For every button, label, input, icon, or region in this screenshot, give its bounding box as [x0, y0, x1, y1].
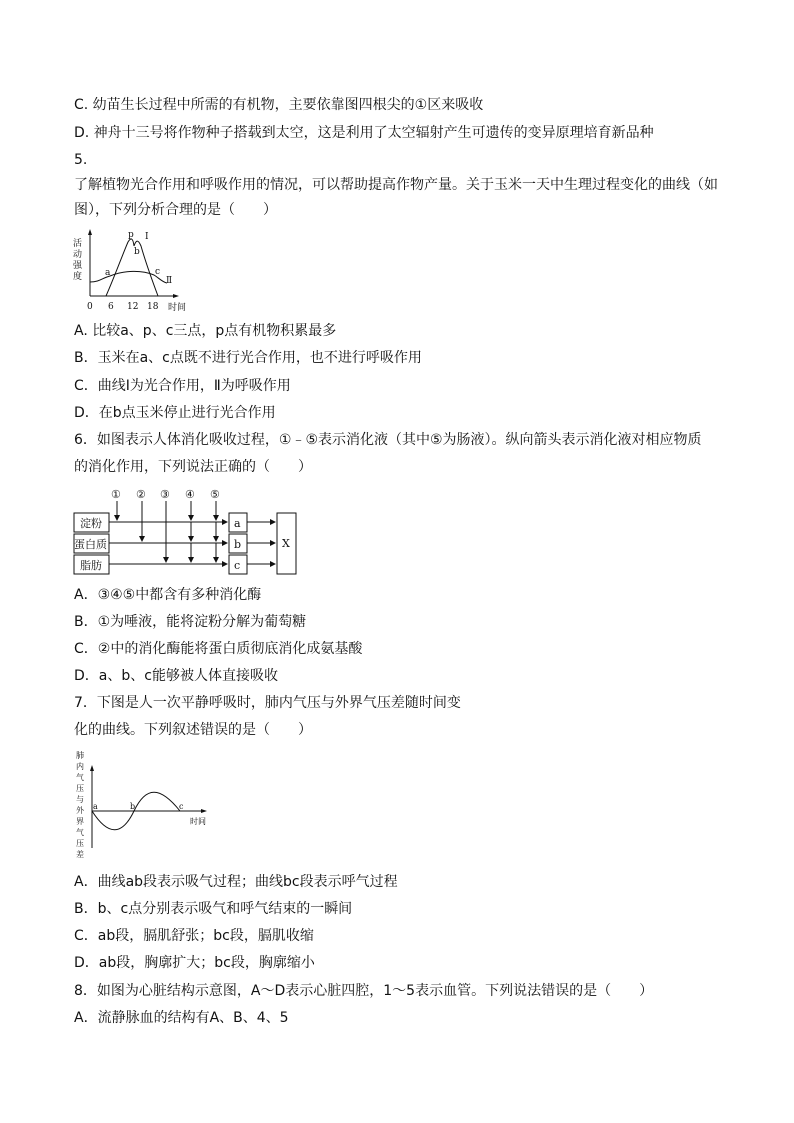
fig1-label-p: p [128, 230, 134, 240]
q7-stem-2: 化的曲线。下列叙述错误的是（ ） [74, 722, 312, 738]
fig3-ylabel-2: 内 [76, 762, 84, 771]
label-fat: 脂肪 [80, 559, 102, 572]
q6-stem-2: 的消化作用，下列说法正确的（ ） [74, 459, 312, 475]
label-starch: 淀粉 [80, 517, 102, 530]
q4-option-c: C. 幼苗生长过程中所需的有机物，主要依靠图四根尖的①区来吸收 [74, 97, 484, 113]
label-a: a [234, 517, 241, 530]
fig3-point-a: a [93, 802, 98, 811]
q5-option-c: C．曲线Ⅰ为光合作用，Ⅱ为呼吸作用 [74, 378, 291, 394]
q7-option-a: A．曲线ab段表示吸气过程；曲线bc段表示呼气过程 [74, 874, 398, 890]
q5-stem-2: 图），下列分析合理的是（ ） [74, 202, 277, 218]
fig1-label-a: a [105, 268, 111, 278]
fig3-x-arrow [201, 809, 207, 813]
q5-number: 5. [74, 152, 88, 168]
q5-option-a: A. 比较a、p、c三点，p点有机物积累最多 [74, 323, 337, 339]
q6-stem-1: 6．如图表示人体消化吸收过程，①﹣⑤表示消化液（其中⑤为肠液）。纵向箭头表示消化液对相应物质 [74, 432, 702, 448]
fig1-tick-18: 18 [147, 302, 159, 312]
fig3-point-c: c [179, 802, 184, 811]
label-x: X [282, 537, 290, 550]
fig1-tick-6: 6 [108, 302, 114, 312]
q6-option-b: B．①为唾液，能将淀粉分解为葡萄糖 [74, 614, 307, 630]
juice-2: ② [136, 488, 146, 501]
fig1-label-ii: Ⅱ [166, 276, 173, 286]
q7-option-b: B．b、c点分别表示吸气和呼气结束的一瞬间 [74, 901, 353, 917]
q8-option-a: A．流静脉血的结构有A、B、4、5 [74, 1010, 289, 1026]
fig1-tick-0: 0 [87, 302, 93, 312]
fig3-ylabel-5: 与 [76, 795, 84, 804]
figure-digestion-diagram [72, 484, 302, 579]
label-c: c [234, 559, 241, 572]
q7-option-c: C．ab段，膈肌舒张；bc段，膈肌收缩 [74, 928, 314, 944]
fig1-tick-12: 12 [127, 302, 139, 312]
fig1-label-c: c [155, 267, 161, 277]
fig1-xlabel: 时间 [168, 303, 187, 313]
juice-5: ⑤ [210, 488, 220, 501]
fig3-ylabel-9: 压 [76, 839, 84, 848]
label-protein: 蛋白质 [74, 538, 107, 551]
label-b: b [234, 538, 242, 551]
fig3-ylabel-10: 差 [76, 850, 84, 859]
q4-option-d: D. 神舟十三号将作物种子搭载到太空，这是利用了太空辐射产生可遗传的变异原理培育新品种 [74, 125, 654, 141]
fig1-x-arrow [173, 294, 179, 298]
q8-stem: 8．如图为心脏结构示意图，A～D表示心脏四腔，1～5表示血管。下列说法错误的是（ ） [74, 983, 654, 999]
fig1-label-b: b [134, 247, 140, 257]
q6-option-d: D．a、b、c能够被人体直接吸收 [74, 668, 278, 684]
q7-stem-1: 7．下图是人一次平静呼吸时，肺内气压与外界气压差随时间变 [74, 695, 461, 711]
juice-3: ③ [160, 488, 170, 501]
fig1-ylabel-3: 强 [73, 261, 83, 271]
q6-option-a: A．③④⑤中都含有多种消化酶 [74, 587, 262, 603]
q5-stem-1: 了解植物光合作用和呼吸作用的情况，可以帮助提高作物产量。关于玉米一天中生理过程变化的曲线（如 [74, 177, 718, 193]
fig3-ylabel-3: 气 [76, 773, 84, 782]
fig3-ylabel-8: 气 [76, 828, 84, 837]
fig1-ylabel-2: 动 [73, 250, 83, 260]
fig3-point-b: b [130, 802, 136, 811]
figure-breathing-curve [70, 748, 220, 868]
q6-option-c: C．②中的消化酶能将蛋白质彻底消化成氨基酸 [74, 641, 363, 657]
fig3-ylabel-4: 压 [76, 784, 84, 793]
fig1-y-arrow [88, 229, 92, 235]
juice-4: ④ [185, 488, 195, 501]
figure-photosynthesis-curves [70, 226, 200, 316]
fig1-curve-i [106, 239, 161, 296]
fig1-label-i: I [145, 232, 149, 242]
q7-option-d: D．ab段，胸廓扩大；bc段，胸廓缩小 [74, 955, 315, 971]
fig3-y-arrow [90, 765, 94, 771]
fig1-ylabel-1: 活 [73, 239, 83, 249]
fig3-ylabel-7: 界 [76, 817, 84, 826]
fig3-ylabel-6: 外 [76, 806, 84, 815]
q5-option-b: B．玉米在a、c点既不进行光合作用，也不进行呼吸作用 [74, 350, 422, 366]
fig3-ylabel-1: 肺 [76, 751, 84, 760]
fig3-xlabel: 时间 [190, 817, 206, 826]
q5-option-d: D．在b点玉米停止进行光合作用 [74, 405, 276, 421]
juice-1: ① [111, 488, 121, 501]
fig1-ylabel-4: 度 [73, 272, 83, 282]
